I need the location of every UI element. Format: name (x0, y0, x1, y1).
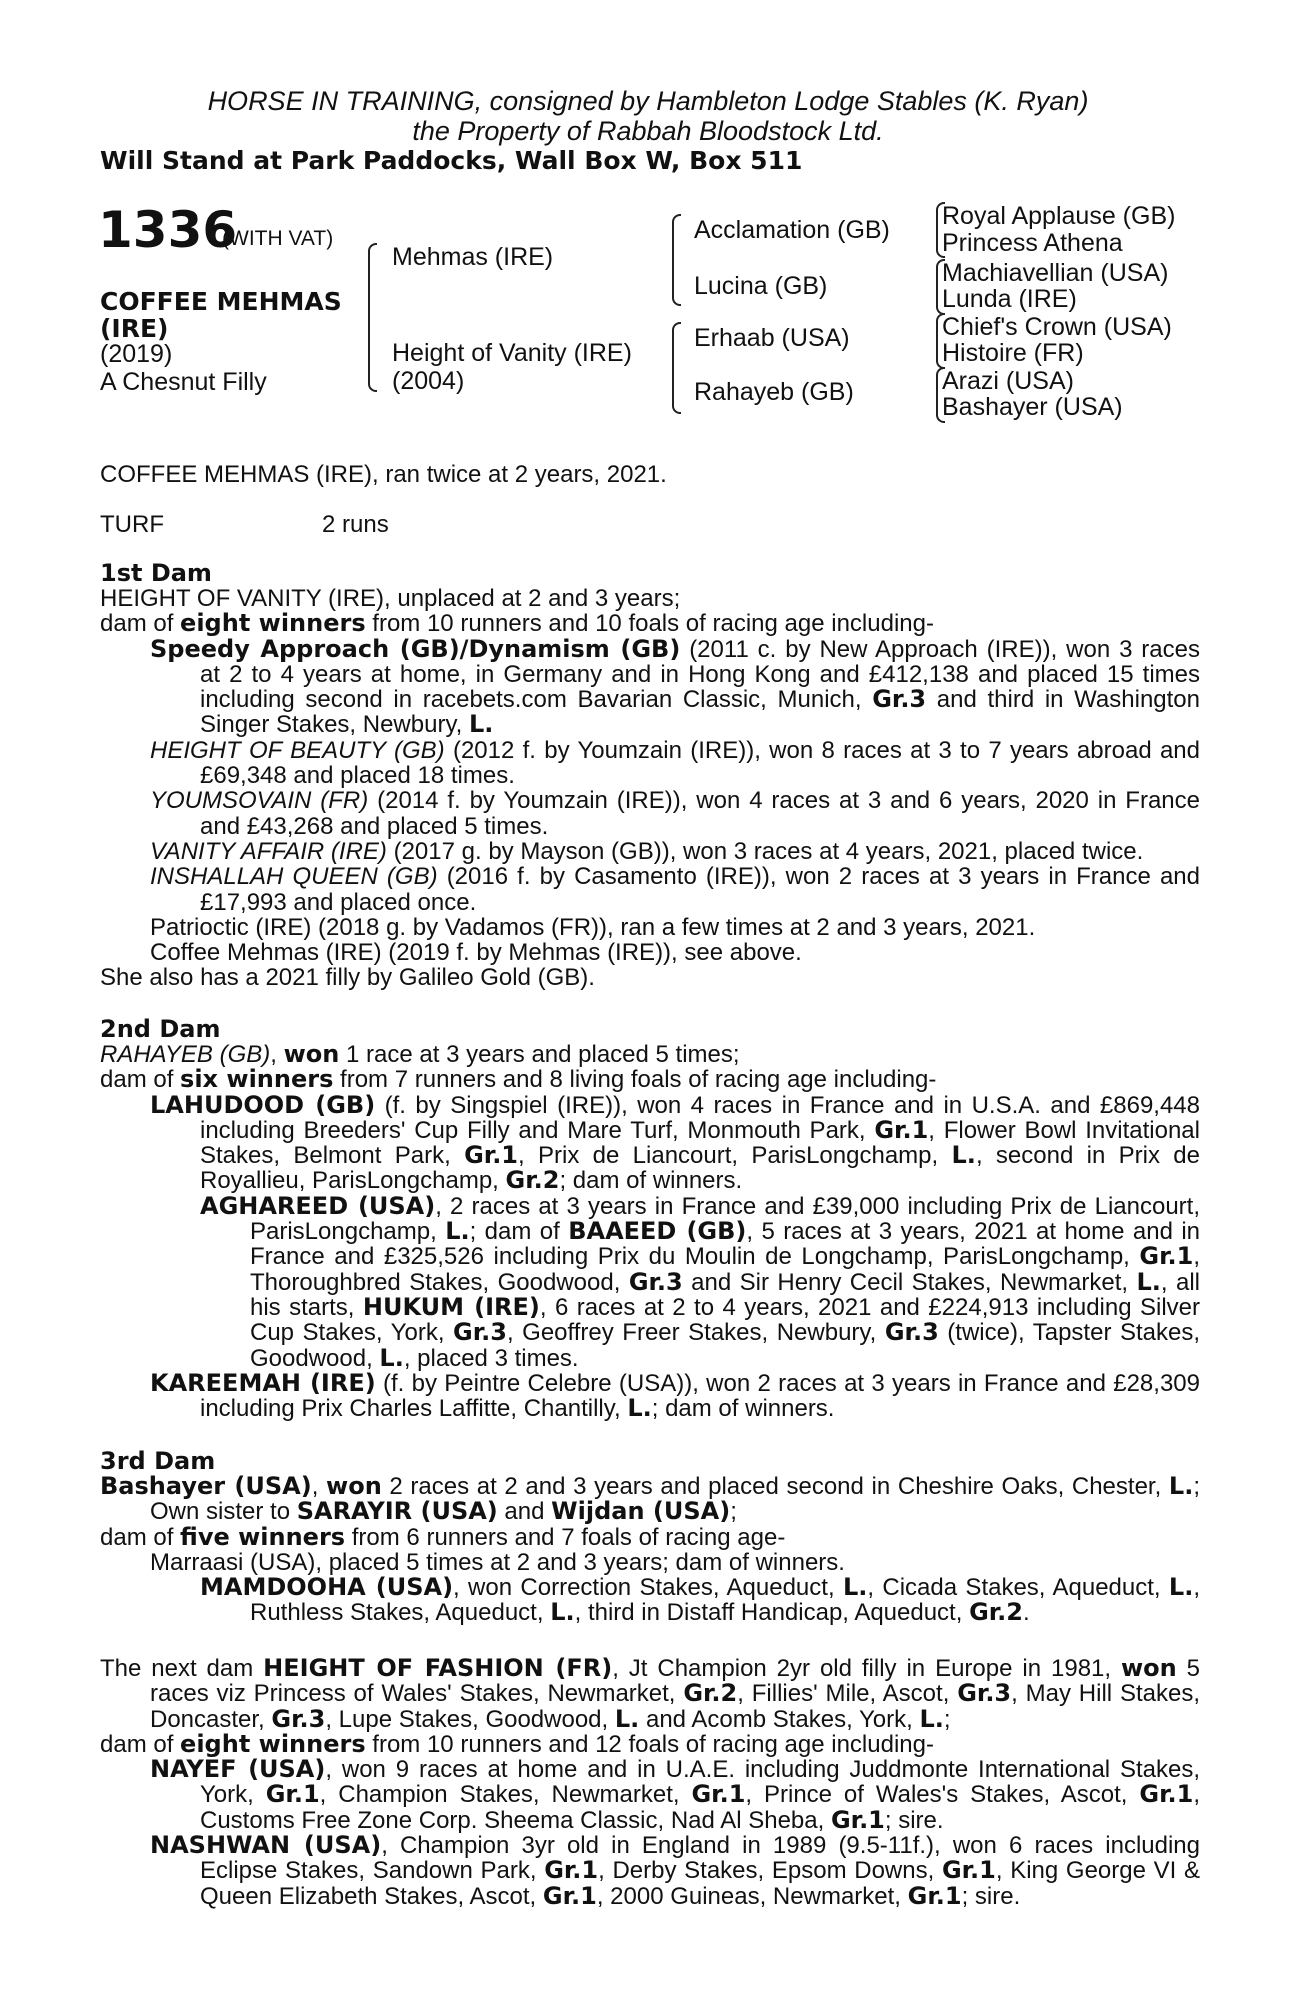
pedigree-dss: Chief's Crown (USA) (942, 313, 1172, 341)
horse-year: (2019) (100, 340, 173, 368)
produce-entry: MAMDOOHA (USA), won Correction Stakes, Aqueduct, L., Cicada Stakes, Aqueduct, L., Ruthless Stakes, Aqueduct, L., third in Distaff Handicap, Aqueduct, Gr.2. (200, 1573, 1200, 1627)
pedigree-dam-year: (2004) (392, 367, 465, 395)
produce-entry: INSHALLAH QUEEN (GB) (2016 f. by Casamento (IRE)), won 2 races at 3 years in France and £17,993 and placed once. (150, 863, 1200, 916)
first-dam-section (100, 560, 1200, 991)
dam-produce-line: dam of five winners from 6 runners and 7 foals of racing age- (100, 1522, 786, 1551)
stand-location: Will Stand at Park Paddocks, Wall Box W, Box 511 (100, 146, 803, 175)
produce-entry: NAYEF (USA), won 9 races at home and in U.A.E. including Juddmonte International Stakes, York, Gr.1, Champion Stakes, Newmarket, Gr.1, Prince of Wales's Stakes, Ascot, Gr.1, Customs Free Zone Corp. Sheema Classic, Nad Al Sheba, Gr.1; sire. (150, 1755, 1201, 1834)
produce-entry: KAREEMAH (IRE) (f. by Peintre Celebre (USA)), won 2 races at 3 years in France and £28,309 including Prix Charles Laffitte, Chantilly, L.; dam of winners. (150, 1368, 1200, 1423)
third-dam-section (100, 1448, 1200, 1626)
pedigree-dam: Height of Vanity (IRE) (392, 339, 632, 367)
pedigree-sire: Mehmas (IRE) (392, 243, 554, 271)
pedigree-sire-dam: Lucina (GB) (694, 272, 828, 300)
pedigree-ddd: Bashayer (USA) (942, 393, 1123, 421)
produce-entry: NASHWAN (USA), Champion 3yr old in England in 1989 (9.5-11f.), won 6 races including Eclipse Stakes, Sandown Park, Gr.1, Derby Stakes, Epsom Downs, Gr.1, King George VI & Queen Elizabeth Stakes, Ascot, Gr.1, 2000 Guineas, Newmarket, Gr.1; sire. (150, 1831, 1200, 1910)
produce-entry: LAHUDOOD (GB) (f. by Singspiel (IRE)), won 4 races in France and in U.S.A. and £869,448 including Breeders' Cup Filly and Mare Turf, Monmouth Park, Gr.1, Flower Bowl Invitational Stakes, Belmont Park, Gr.1, Prix de Liancourt, ParisLongchamp, L., second in Prix de Royallieu, ParisLongchamp, Gr.2; dam of winners. (150, 1090, 1201, 1195)
runs-count: 2 runs (322, 511, 389, 538)
produce-entry: HEIGHT OF BEAUTY (GB) (2012 f. by Youmzain (IRE)), won 8 races at 3 to 7 years abroad and £69,348 and placed 18 times. (150, 736, 1200, 790)
produce-entry: Marraasi (USA), placed 5 times at 2 and 3 years; dam of winners. (150, 1548, 845, 1576)
dam-produce-line: dam of six winners from 7 runners and 8 living foals of racing age including- (100, 1065, 937, 1094)
owner-line: the Property of Rabbah Bloodstock Ltd. (412, 116, 884, 146)
produce-entry: Speedy Approach (GB)/Dynamism (GB) (2011 c. by New Approach (IRE)), won 3 races at 2 to 4 years at home, in Germany and in Hong Kong and £412,138 and placed 15 times including second in racebets.com Bavarian Classic, Munich, Gr.3 and third in Washington Singer Stakes, Newbury, L. (150, 634, 1201, 739)
dam-summary: RAHAYEB (GB), won 1 race at 3 years and placed 5 times; (100, 1040, 740, 1068)
section-heading: 2nd Dam (100, 1015, 221, 1043)
pedigree-sdd: Lunda (IRE) (942, 285, 1077, 313)
section-heading: 1st Dam (100, 559, 212, 587)
pedigree-sss: Royal Applause (GB) (942, 202, 1176, 230)
produce-entry: Coffee Mehmas (IRE) (2019 f. by Mehmas (IRE)), see above. (150, 939, 802, 967)
dam-summary: HEIGHT OF VANITY (IRE), unplaced at 2 and 3 years; (100, 585, 681, 612)
next-dam-summary: The next dam HEIGHT OF FASHION (FR), Jt Champion 2yr old filly in Europe in 1981, won 5 races viz Princess of Wales' Stakes, Newmarket, Gr.2, Fillies' Mile, Ascot, Gr.3, May Hill Stakes, Doncaster, Gr.3, Lupe Stakes, Goodwood, L. and Acomb Stakes, York, L.; (100, 1654, 1201, 1733)
lot-number: 1336 (98, 201, 238, 259)
horse-description: A Chesnut Filly (100, 368, 267, 396)
consignor-line: HORSE IN TRAINING, consigned by Hambleton Lodge Stables (K. Ryan) (207, 86, 1089, 116)
pedigree-dds: Arazi (USA) (942, 367, 1074, 395)
pedigree-bracket (672, 322, 681, 414)
pedigree-sire-sire: Acclamation (GB) (694, 216, 890, 244)
pedigree-sds: Machiavellian (USA) (942, 259, 1169, 287)
produce-entry: AGHAREED (USA), 2 races at 3 years in France and £39,000 including Prix de Liancourt, ParisLongchamp, L.; dam of BAAEED (GB), 5 races at 3 years, 2021 at home and in France and £325,526 including Prix du Moulin de Longchamp, ParisLongchamp, Gr.1, Thoroughbred Stakes, Goodwood, Gr.3 and Sir Henry Cecil Stakes, Newmarket, L., all his starts, HUKUM (IRE), 6 races at 2 to 4 years, 2021 and £224,913 including Silver Cup Stakes, York, Gr.3, Geoffrey Freer Stakes, Newbury, Gr.3 (twice), Tapster Stakes, Goodwood, L., placed 3 times. (200, 1191, 1201, 1372)
dam-produce-line: dam of eight winners from 10 runners and 12 foals of racing age including- (100, 1729, 934, 1758)
pedigree-bracket (368, 243, 377, 392)
second-dam-section (100, 1016, 1200, 1421)
pedigree-dam-dam: Rahayeb (GB) (694, 378, 854, 406)
surface-label: TURF (100, 511, 164, 538)
produce-entry: VANITY AFFAIR (IRE) (2017 g. by Mayson (GB)), won 3 races at 4 years, 2021, placed twice. (150, 837, 1144, 865)
pedigree-ssd: Princess Athena (942, 229, 1123, 257)
dam-summary: Bashayer (USA), won 2 races at 2 and 3 years and placed second in Cheshire Oaks, Chester, L.; Own sister to SARAYIR (USA) and Wijdan (USA); (100, 1472, 1200, 1526)
horse-name: COFFEE MEHMAS (IRE) (100, 287, 342, 343)
next-dam-section (100, 1656, 1200, 1909)
section-heading: 3rd Dam (100, 1447, 216, 1475)
vat-note: (WITH VAT) (222, 227, 334, 250)
pedigree-bracket (672, 214, 681, 306)
produce-note: She also has a 2021 filly by Galileo Gold (GB). (100, 964, 595, 992)
pedigree-dam-sire: Erhaab (USA) (694, 324, 850, 352)
dam-produce-line: dam of eight winners from 10 runners and 10 foals of racing age including- (100, 609, 934, 638)
race-summary: COFFEE MEHMAS (IRE), ran twice at 2 years, 2021. (100, 461, 667, 488)
pedigree-dsd: Histoire (FR) (942, 339, 1084, 367)
produce-entry: YOUMSOVAIN (FR) (2014 f. by Youmzain (IRE)), won 4 races at 3 and 6 years, 2020 in France and £43,268 and placed 5 times. (150, 787, 1201, 840)
produce-entry: Patrioctic (IRE) (2018 g. by Vadamos (FR)), ran a few times at 2 and 3 years, 2021. (150, 913, 1036, 941)
